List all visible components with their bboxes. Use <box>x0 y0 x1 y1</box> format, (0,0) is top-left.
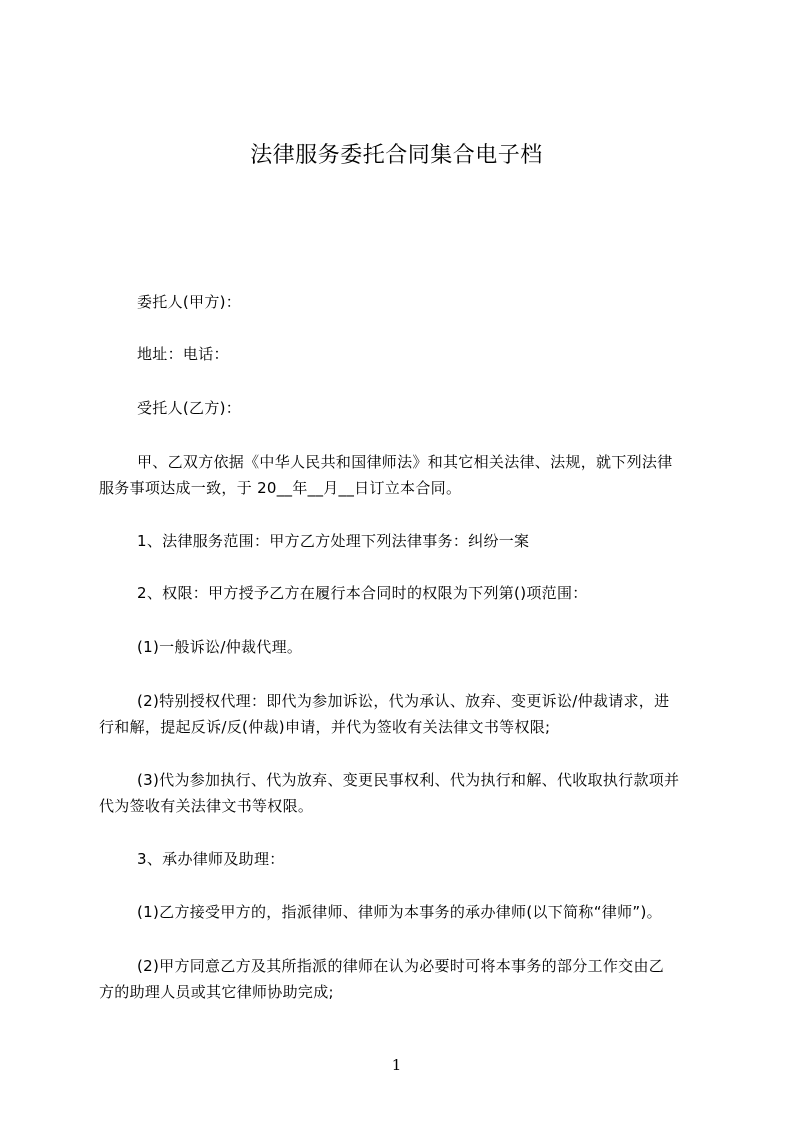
document-title: 法律服务委托合同集合电子档 <box>250 143 543 168</box>
paragraph-trustee <box>137 395 737 421</box>
paragraph-line: (1)一般诉讼/仲裁代理。 <box>137 638 303 656</box>
paragraph-special-agency-cont <box>99 714 699 740</box>
paragraph-lawyers-2 <box>137 953 737 979</box>
paragraph-line: 2、权限：甲方授予乙方在履行本合同时的权限为下列第()项范围： <box>137 584 588 602</box>
paragraph-line: 方的助理人员或其它律师协助完成; <box>99 983 334 1001</box>
paragraph-execution-agency <box>137 767 737 793</box>
paragraph-line: 3、承办律师及助理： <box>137 850 285 868</box>
paragraph-service-scope <box>137 528 737 554</box>
paragraph-line: (3)代为参加执行、代为放弃、变更民事权利、代为执行和解、代收取执行款项并 <box>137 771 680 789</box>
paragraph-execution-agency-cont <box>99 793 699 819</box>
paragraph-line: (2)甲方同意乙方及其所指派的律师在认为必要时可将本事务的部分工作交由乙 <box>137 957 665 975</box>
paragraph-lawyers <box>137 846 737 872</box>
paragraph-authority <box>137 580 737 606</box>
paragraph-special-agency <box>137 688 737 714</box>
page-number: 1 <box>391 1056 402 1074</box>
paragraph-line: 1、法律服务范围：甲方乙方处理下列法律事务：纠纷一案 <box>137 532 530 550</box>
paragraph-line: 地址：电话： <box>137 345 229 363</box>
paragraph-line: (2)特别授权代理：即代为参加诉讼，代为承认、放弃、变更诉讼/仲裁请求，进 <box>137 692 670 710</box>
paragraph-agreement-intro <box>137 449 737 475</box>
paragraph-general-agency <box>137 634 737 660</box>
paragraph-line: 代为签收有关法律文书等权限。 <box>99 797 314 815</box>
paragraph-lawyers-1 <box>137 899 737 925</box>
paragraph-lawyers-2-cont <box>99 979 699 1005</box>
paragraph-line: 委托人(甲方)： <box>137 293 242 311</box>
paragraph-address-phone <box>137 341 737 367</box>
paragraph-line: 甲、乙双方依据《中华人民共和国律师法》和其它相关法律、法规，就下列法律 <box>137 453 673 471</box>
paragraph-line: 受托人(乙方)： <box>137 399 242 417</box>
paragraph-line: 服务事项达成一致，于 20__年__月__日订立本合同。 <box>99 479 462 497</box>
paragraph-line: (1)乙方接受甲方的，指派律师、律师为本事务的承办律师(以下简称“律师”)。 <box>137 903 662 921</box>
paragraph-agreement-intro-cont <box>99 475 699 501</box>
paragraph-client <box>137 289 737 315</box>
paragraph-line: 行和解，提起反诉/反(仲裁)申请，并代为签收有关法律文书等权限; <box>99 718 551 736</box>
